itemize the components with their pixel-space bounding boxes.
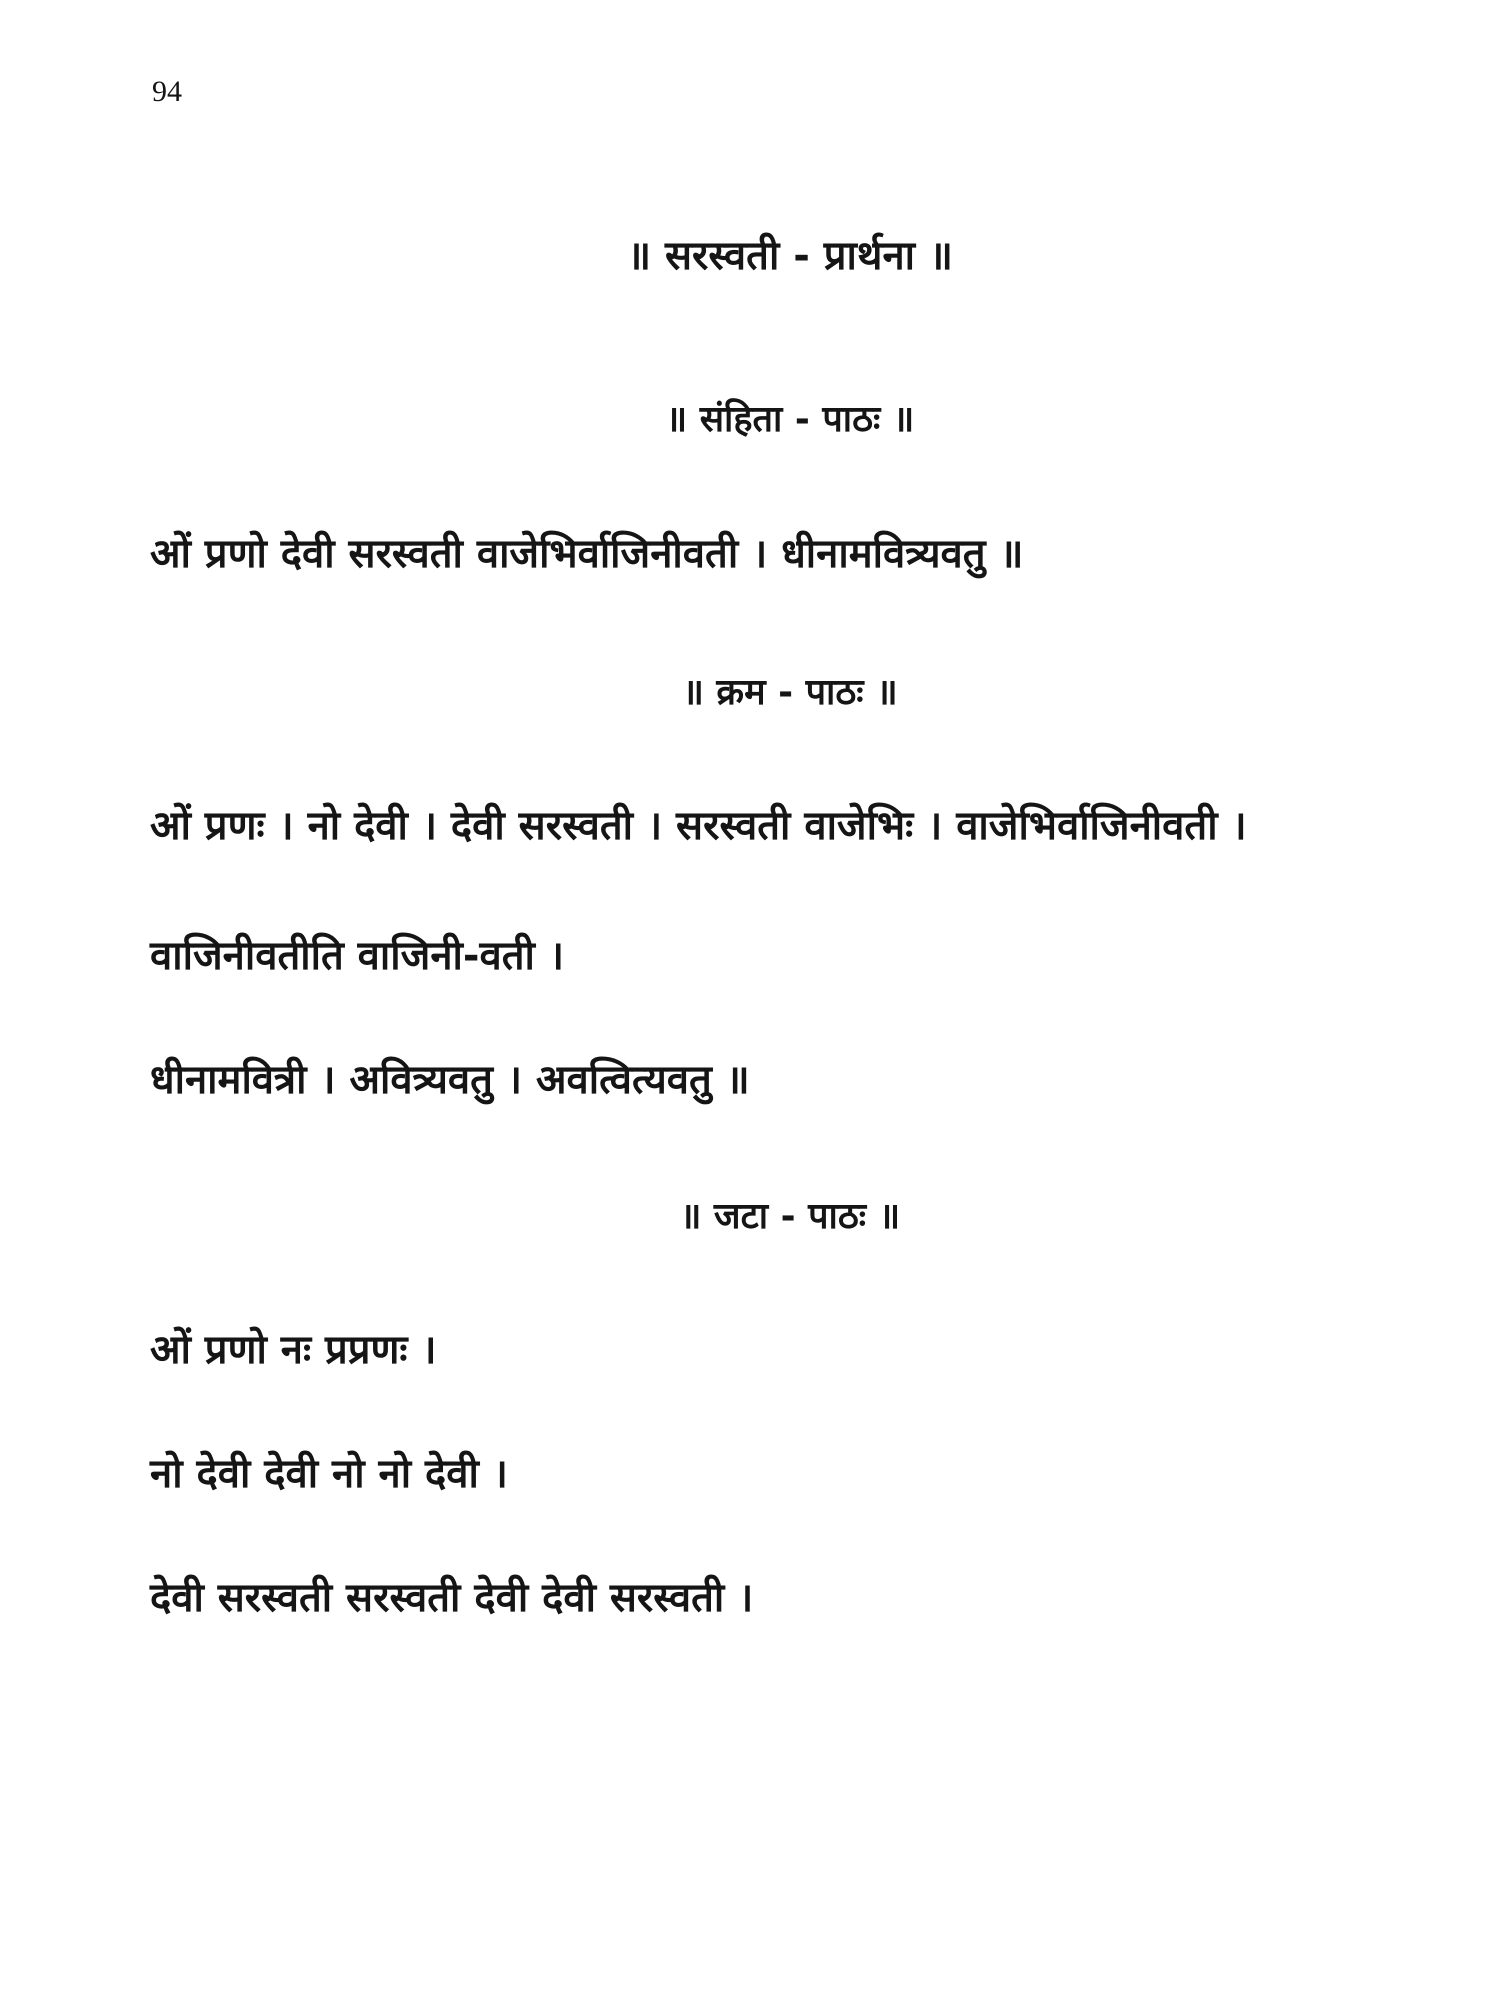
krama-verse-line-1: ओं प्रणः । नो देवी । देवी सरस्वती । सरस्वती वाजेभिः । वाजेभिर्वाजिनीवती । [150, 803, 1247, 849]
jata-verse-line-2: नो देवी देवी नो नो देवी । [150, 1451, 508, 1497]
section-heading-jata: ॥ जटा - पाठः ॥ [679, 1196, 901, 1237]
krama-verse-line-2: वाजिनीवतीति वाजिनी-वती । [150, 933, 564, 979]
page-title: ॥ सरस्वती - प्रार्थना ॥ [627, 233, 953, 279]
section-heading-samhita: ॥ संहिता - पाठः ॥ [665, 399, 915, 440]
jata-verse-line-1: ओं प्रणो नः प्रप्रणः । [150, 1327, 437, 1373]
krama-verse-line-3: धीनामवित्री । अवित्र्यवतु । अवत्वित्यवतु ॥ [150, 1057, 750, 1103]
jata-verse-line-3: देवी सरस्वती सरस्वती देवी देवी सरस्वती । [150, 1575, 754, 1621]
section-heading-krama: ॥ क्रम - पाठः ॥ [682, 672, 898, 713]
page-number: 94 [152, 75, 182, 108]
samhita-verse-line: ओं प्रणो देवी सरस्वती वाजेभिर्वाजिनीवती । धीनामवित्र्यवतु ॥ [150, 531, 1024, 577]
